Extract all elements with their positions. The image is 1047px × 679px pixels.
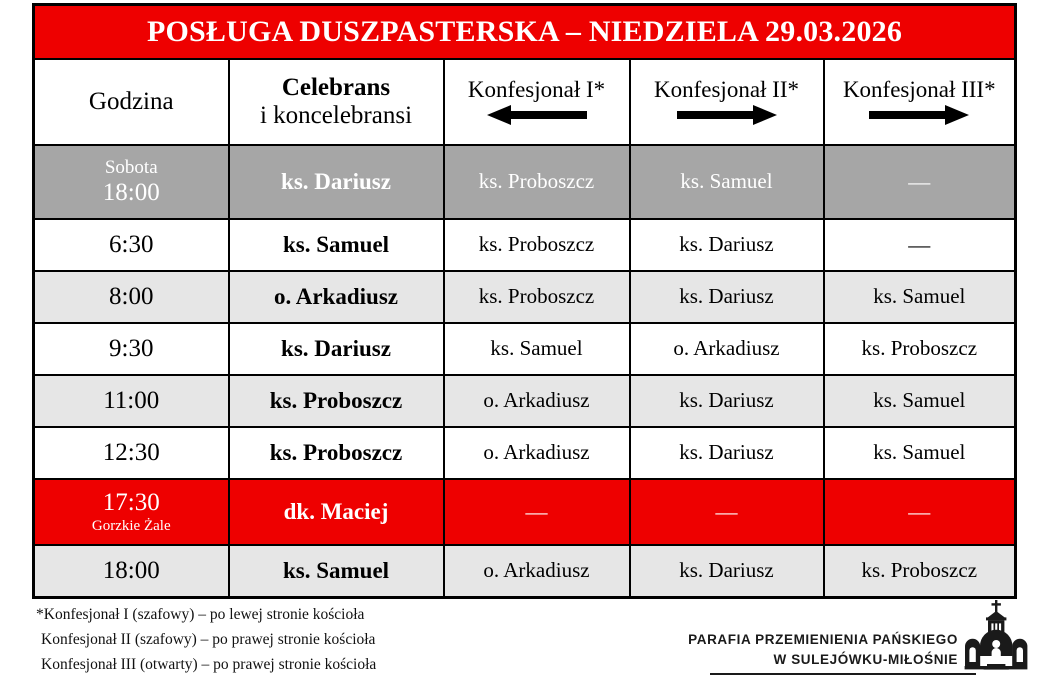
schedule-rows: [34, 145, 1016, 598]
celebrant-name: dk. Maciej: [283, 499, 389, 525]
title-row: [34, 5, 1016, 60]
cell-konfesjonal-2: [630, 219, 824, 271]
time-value: 9:30: [109, 335, 154, 362]
schedule-row: [34, 145, 1016, 219]
cell-time: [34, 219, 229, 271]
schedule-row: [34, 271, 1016, 323]
header-cell-konfesjonal-2: [630, 59, 824, 145]
header-cell-time: [34, 59, 229, 145]
cell-konfesjonal-2: [630, 145, 824, 219]
parish-logo-text: [688, 630, 958, 669]
celebrant-name: ks. Dariusz: [281, 336, 391, 362]
confessor-name: ks. Dariusz: [679, 388, 774, 413]
confessor-name: o. Arkadiusz: [483, 388, 590, 413]
church-icon: [962, 600, 1030, 674]
confessor-name: ks. Dariusz: [679, 440, 774, 465]
cell-konfesjonal-3: [824, 323, 1016, 375]
empty-dash: —: [908, 231, 931, 257]
time-value: 6:30: [109, 231, 154, 258]
confessor-name: ks. Dariusz: [679, 284, 774, 309]
cell-celebrant: [229, 145, 444, 219]
schedule-row: [34, 323, 1016, 375]
cell-konfesjonal-1: [444, 427, 630, 479]
confessor-name: ks. Samuel: [490, 336, 583, 361]
time-note-label: Gorzkie Żale: [91, 518, 171, 534]
parish-name-line-2: W SULEJÓWKU-MIŁOŚNIE: [773, 651, 958, 667]
header-time-label: Godzina: [88, 87, 174, 115]
confessor-name: o. Arkadiusz: [483, 440, 590, 465]
cell-time: [34, 545, 229, 598]
poster-title: POSŁUGA DUSZPASTERSKA – NIEDZIELA 29.03.2026: [146, 15, 903, 48]
celebrant-name: ks. Samuel: [282, 232, 390, 258]
time-value: 17:30: [102, 489, 160, 516]
cell-konfesjonal-1: [444, 271, 630, 323]
celebrant-name: o. Arkadiusz: [274, 284, 398, 310]
confessor-name: ks. Proboszcz: [478, 284, 595, 309]
cell-konfesjonal-3: [824, 427, 1016, 479]
header-cell-celebrant: [229, 59, 444, 145]
cell-konfesjonal-3: [824, 219, 1016, 271]
empty-dash: —: [908, 498, 931, 524]
cell-celebrant: [229, 427, 444, 479]
parish-name-line-1: PARAFIA PRZEMIENIENIA PAŃSKIEGO: [688, 632, 958, 647]
confessor-name: o. Arkadiusz: [483, 558, 590, 583]
cell-time: [34, 427, 229, 479]
cell-konfesjonal-1: [444, 145, 630, 219]
empty-dash: —: [715, 498, 738, 524]
confessor-name: ks. Proboszcz: [478, 232, 595, 257]
cell-celebrant: [229, 219, 444, 271]
cell-konfesjonal-2: [630, 375, 824, 427]
confessor-name: ks. Samuel: [680, 169, 773, 194]
cell-celebrant: [229, 375, 444, 427]
cell-konfesjonal-3: [824, 479, 1016, 545]
poster-title-cell: [34, 5, 1016, 60]
arrow-right-icon: [631, 105, 823, 127]
schedule-row: [34, 375, 1016, 427]
column-header-row: [34, 59, 1016, 145]
schedule-row: [34, 545, 1016, 598]
cell-konfesjonal-1: [444, 219, 630, 271]
confessor-name: ks. Samuel: [873, 388, 966, 413]
cell-konfesjonal-2: [630, 545, 824, 598]
celebrant-name: ks. Samuel: [282, 558, 390, 584]
cell-konfesjonal-3: [824, 375, 1016, 427]
cell-celebrant: [229, 323, 444, 375]
header-konfesjonal-2-label: Konfesjonał II*: [654, 76, 799, 102]
cell-time: [34, 145, 229, 219]
cell-time: [34, 323, 229, 375]
celebrant-name: ks. Proboszcz: [269, 388, 403, 414]
empty-dash: —: [525, 498, 548, 524]
schedule-row: [34, 479, 1016, 545]
cell-konfesjonal-1: [444, 375, 630, 427]
cell-time: [34, 375, 229, 427]
cell-konfesjonal-3: [824, 145, 1016, 219]
cell-konfesjonal-2: [630, 479, 824, 545]
header-concelebrants-label: i koncelebransi: [259, 102, 413, 129]
time-value: 18:00: [102, 557, 160, 584]
confessor-name: ks. Proboszcz: [861, 558, 978, 583]
celebrant-name: ks. Dariusz: [281, 169, 391, 195]
arrow-left-icon: [445, 105, 629, 127]
cell-time: [34, 479, 229, 545]
time-value: 11:00: [103, 387, 160, 414]
time-value: 12:30: [102, 439, 160, 466]
confessor-name: ks. Proboszcz: [478, 169, 595, 194]
parish-logo: [688, 600, 1030, 675]
header-celebrant-label: Celebrans: [281, 74, 391, 101]
cell-celebrant: [229, 271, 444, 323]
cell-konfesjonal-2: [630, 271, 824, 323]
schedule-row: [34, 427, 1016, 479]
cell-konfesjonal-2: [630, 427, 824, 479]
header-konfesjonal-3-label: Konfesjonał III*: [842, 76, 996, 102]
cell-konfesjonal-2: [630, 323, 824, 375]
time-value: 8:00: [109, 283, 154, 310]
confessor-name: ks. Samuel: [873, 440, 966, 465]
confessor-name: ks. Proboszcz: [861, 336, 978, 361]
cell-celebrant: [229, 545, 444, 598]
arrow-right-icon: [825, 105, 1015, 127]
cell-time: [34, 271, 229, 323]
header-konfesjonal-1-label: Konfesjonał I*: [467, 76, 606, 102]
cell-celebrant: [229, 479, 444, 545]
header-cell-konfesjonal-1: [444, 59, 630, 145]
empty-dash: —: [908, 168, 931, 194]
confessor-name: o. Arkadiusz: [673, 336, 780, 361]
confessor-name: ks. Dariusz: [679, 232, 774, 257]
schedule-row: [34, 219, 1016, 271]
confessor-name: ks. Samuel: [873, 284, 966, 309]
time-day-label: Sobota: [104, 157, 158, 179]
footnote-line: Konfesjonał II (szafowy) – po prawej stronie kościoła: [41, 631, 376, 649]
celebrant-name: ks. Proboszcz: [269, 440, 403, 466]
cell-konfesjonal-1: [444, 323, 630, 375]
footnote-line: *Konfesjonał I (szafowy) – po lewej stronie kościoła: [36, 606, 365, 623]
cell-konfesjonal-3: [824, 271, 1016, 323]
cell-konfesjonal-3: [824, 545, 1016, 598]
pastoral-schedule-table: [32, 3, 1017, 599]
time-value: 18:00: [102, 178, 160, 206]
header-cell-konfesjonal-3: [824, 59, 1016, 145]
confessor-name: ks. Dariusz: [679, 558, 774, 583]
cell-konfesjonal-1: [444, 545, 630, 598]
footnotes: [36, 602, 516, 677]
cell-konfesjonal-1: [444, 479, 630, 545]
footnote-line: Konfesjonał III (otwarty) – po prawej stronie kościoła: [41, 656, 377, 674]
